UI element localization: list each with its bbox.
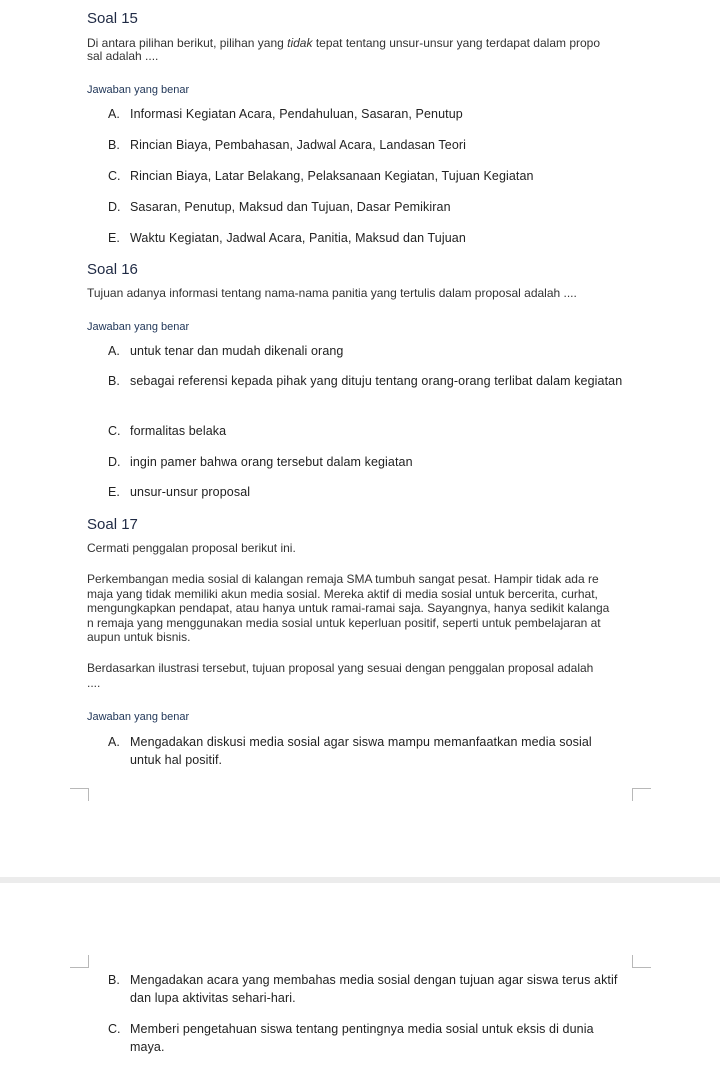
page-corner-mark [70,955,89,968]
q16-option-c[interactable]: C. formalitas belaka [108,424,227,438]
page-corner-mark [632,788,651,801]
emphasis-tidak: tidak [287,36,313,50]
q15-option-e[interactable]: E. Waktu Kegiatan, Jadwal Acara, Panitia, Maksud dan Tujuan [108,231,466,245]
question-17-title: Soal 17 [87,516,138,533]
question-16-text: Tujuan adanya informasi tentang nama-nama panitia yang tertulis dalam proposal adalah .... [87,286,577,300]
q15-option-b[interactable]: B. Rincian Biaya, Pembahasan, Jadwal Acara, Landasan Teori [108,138,467,152]
question-17-intro: Cermati penggalan proposal berikut ini. [87,541,296,555]
page-divider [0,877,720,883]
answer-label: Jawaban yang benar [87,321,190,333]
question-17-text: Berdasarkan ilustrasi tersebut, tujuan proposal yang sesuai dengan penggalan proposal adalah .... [87,661,594,690]
q17-option-c[interactable]: C. Memberi pengetahuan siswa tentang pentingnya media sosial untuk eksis di dunia maya. [108,1022,594,1054]
q15-option-c[interactable]: C. Rincian Biaya, Latar Belakang, Pelaksanaan Kegiatan, Tujuan Kegiatan [108,169,534,183]
proposal-passage: Perkembangan media sosial di kalangan remaja SMA tumbuh sangat pesat. Hampir tidak ada re maja yang tidak memiliki akun media sosial. Mereka aktif di media sosial untuk bercerita, curhat, mengungkapkan pendapat, atau hanya untuk ramai-ramai saja. Sayangnya, hanya sedikit kalanga n remaja yang menggunakan media sosial untuk keperluan positif, seperti untuk pembelajaran at aupun untuk bisnis. [87,572,610,644]
q16-option-a[interactable]: A. untuk tenar dan mudah dikenali orang [108,344,344,358]
page-corner-mark [632,955,651,968]
question-15-text: Di antara pilihan berikut, pilihan yang tidak tepat tentang unsur-unsur yang terdapat dalam propo sal adalah .... [87,36,601,63]
page-corner-mark [70,788,89,801]
q17-option-a[interactable]: A. Mengadakan diskusi media sosial agar siswa mampu memanfaatkan media sosial untuk hal positif. [108,735,592,767]
q17-option-b[interactable]: B. Mengadakan acara yang membahas media sosial dengan tujuan agar siswa terus aktif dan lupa aktivitas sehari-hari. [108,973,618,1005]
answer-label: Jawaban yang benar [87,84,190,96]
q15-option-a[interactable]: A. Informasi Kegiatan Acara, Pendahuluan, Sasaran, Penutup [108,107,463,121]
q16-option-d[interactable]: D. ingin pamer bahwa orang tersebut dalam kegiatan [108,455,413,469]
question-15-title: Soal 15 [87,10,138,27]
question-16-title: Soal 16 [87,261,138,278]
q16-option-b[interactable]: B. sebagai referensi kepada pihak yang dituju tentang orang-orang terlibat dalam kegiatan [108,374,623,388]
answer-label: Jawaban yang benar [87,711,190,723]
q16-option-e[interactable]: E. unsur-unsur proposal [108,485,251,499]
q15-option-d[interactable]: D. Sasaran, Penutup, Maksud dan Tujuan, Dasar Pemikiran [108,200,451,214]
